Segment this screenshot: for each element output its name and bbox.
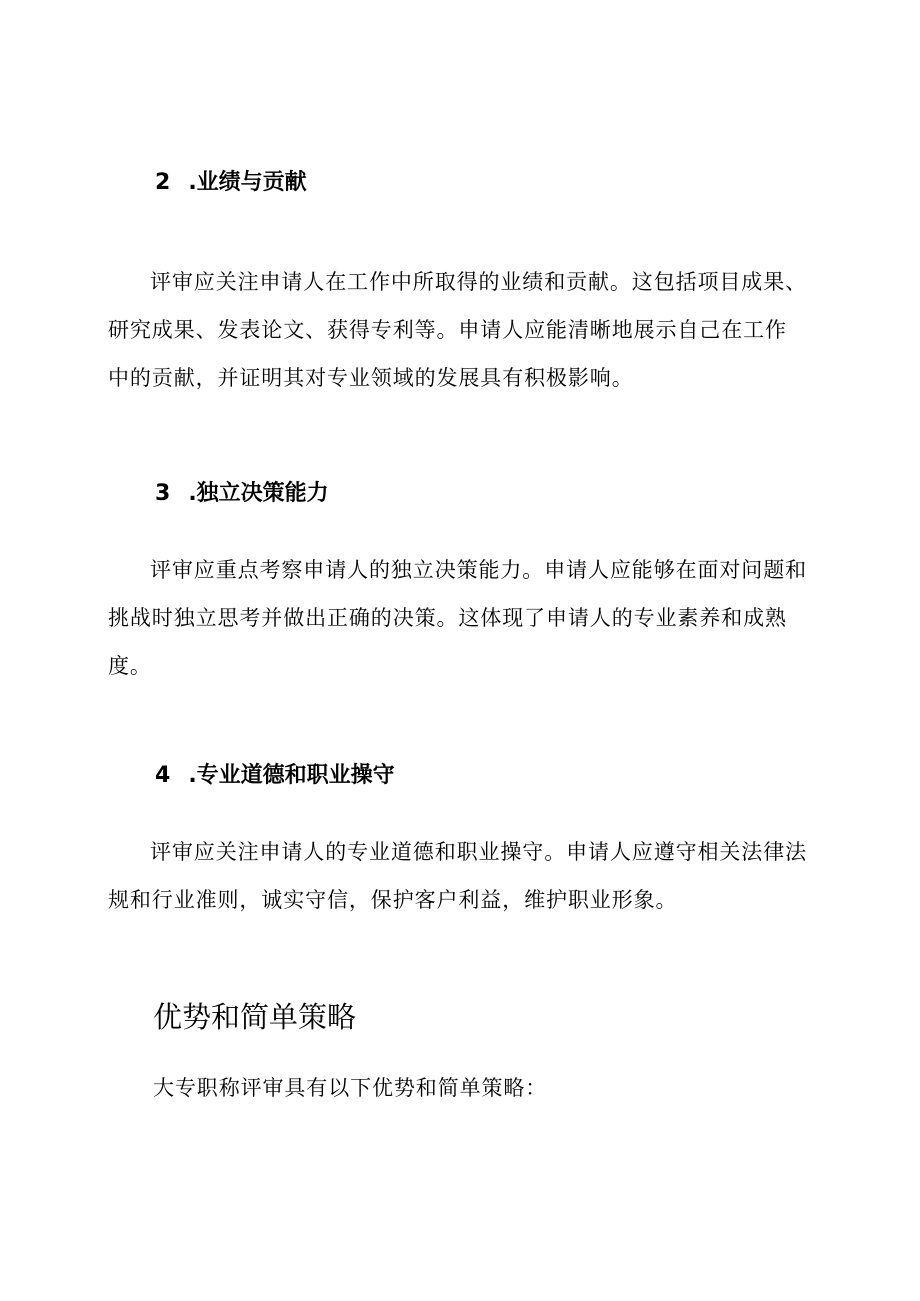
section-number: 3 — [155, 481, 171, 506]
section-title: .独立决策能力 — [188, 481, 329, 506]
section-title: .业绩与贡献 — [188, 170, 307, 195]
section-body-decision-making: 评审应重点考察申请人的独立决策能力。申请人应能够在面对问题和挑战时独立思考并做出正确的决策。这体现了申请人的专业素养和成熟度。 — [108, 558, 807, 678]
section-body-ethics: 评审应关注申请人的专业道德和职业操守。申请人应遵守相关法律法规和行业准则，诚实守信，保护客户利益，维护职业形象。 — [108, 840, 807, 912]
section-number: 2 — [155, 170, 171, 195]
section-number: 4 — [155, 763, 171, 788]
advantages-intro: 大专职称评审具有以下优势和简单策略： — [153, 1076, 548, 1100]
advantages-title: 优势和简单策略 — [153, 1000, 357, 1034]
section-heading-achievements — [155, 168, 307, 198]
section-heading-ethics — [155, 761, 395, 791]
section-body-achievements: 评审应关注申请人在工作中所取得的业绩和贡献。这包括项目成果、研究成果、发表论文、获得专利等。申请人应能清晰地展示自己在工作中的贡献，并证明其对专业领域的发展具有积极影响。 — [108, 270, 807, 390]
section-heading-decision-making — [155, 479, 329, 509]
section-title: .专业道德和职业操守 — [188, 763, 395, 788]
